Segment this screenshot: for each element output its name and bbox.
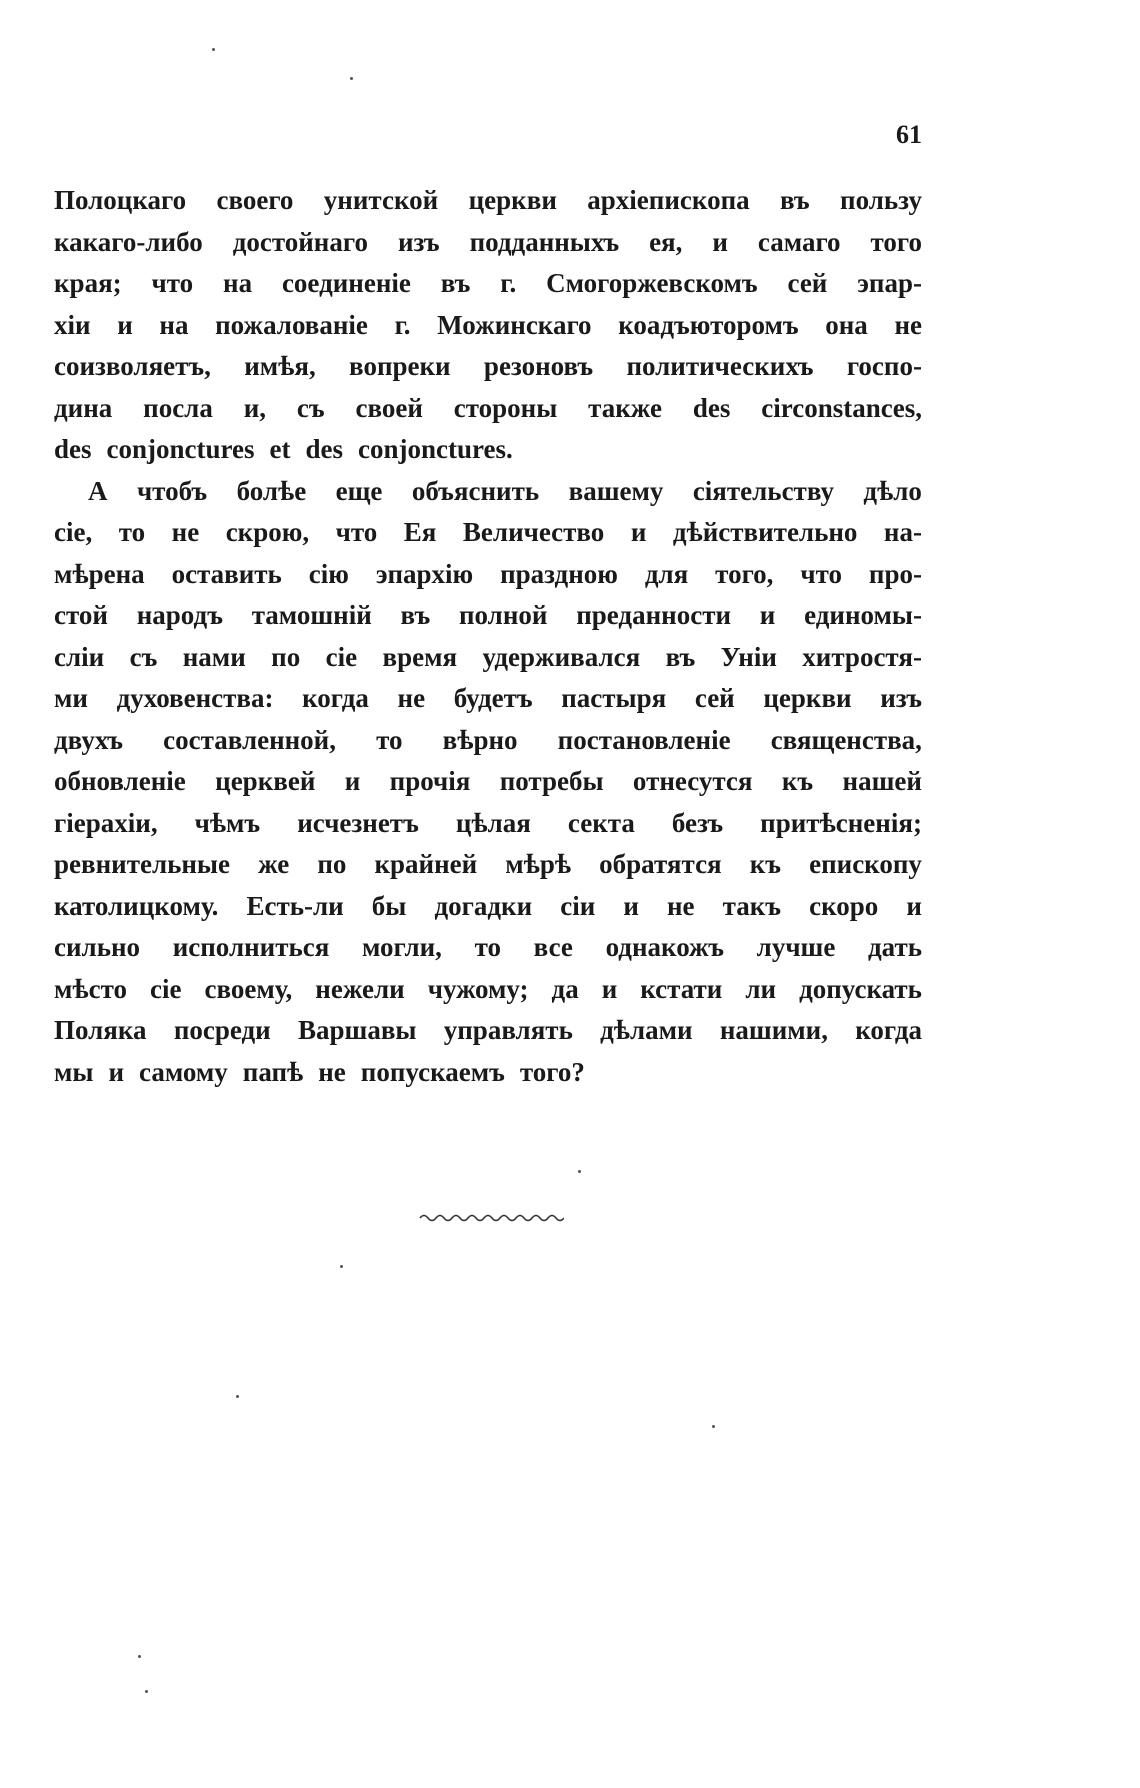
word: пастыря xyxy=(561,683,667,713)
word: самаго xyxy=(757,226,841,257)
text-line xyxy=(54,595,922,637)
word: она xyxy=(825,309,868,340)
word: коадъюторомъ xyxy=(618,309,799,340)
word: церквей xyxy=(215,766,316,796)
word: хитростя- xyxy=(802,641,922,672)
print-speck xyxy=(236,1395,239,1398)
word: на xyxy=(223,268,253,298)
word: праздною xyxy=(500,558,618,589)
print-speck xyxy=(578,1170,581,1173)
word: подданныхъ xyxy=(469,226,620,257)
word: края; xyxy=(54,268,122,298)
print-speck xyxy=(212,48,215,51)
word: когда xyxy=(855,1015,922,1045)
word: преданности xyxy=(576,600,732,630)
word: двухъ xyxy=(54,724,124,755)
word: Поляка xyxy=(54,1015,147,1045)
word: бы xyxy=(371,890,407,921)
word: сіе, xyxy=(54,517,93,547)
word: могли, xyxy=(362,932,442,962)
word: своему, xyxy=(204,973,293,1004)
word: католицкому. xyxy=(54,890,219,921)
word: лучше xyxy=(756,932,836,962)
word: составленной, xyxy=(163,724,336,755)
word: посла xyxy=(143,392,213,423)
word: такъ xyxy=(722,890,782,921)
word: сліи xyxy=(54,641,105,672)
word: потребы xyxy=(499,766,604,796)
word: священства, xyxy=(770,724,922,755)
text-line xyxy=(54,886,922,928)
word: да xyxy=(551,973,579,1004)
wavy-rule-ornament xyxy=(418,1210,564,1226)
word: про- xyxy=(868,558,922,589)
word: госпо- xyxy=(846,351,922,381)
word: сей xyxy=(694,683,735,713)
word: достойнаго xyxy=(232,226,368,257)
text-line xyxy=(54,637,922,679)
word: еще xyxy=(335,475,383,506)
word: ли xyxy=(745,973,777,1004)
print-speck xyxy=(350,77,353,80)
text-line xyxy=(54,803,922,845)
word: единомы- xyxy=(804,600,922,630)
text-line xyxy=(54,263,922,305)
word: Смогоржевскомъ xyxy=(546,268,758,298)
word: Можинскаго xyxy=(437,309,592,340)
text-line xyxy=(54,927,922,969)
text-line xyxy=(54,678,922,720)
word: объяснить xyxy=(411,475,540,506)
print-speck xyxy=(712,1425,715,1428)
word: то xyxy=(376,724,403,755)
word: сіятельству xyxy=(692,475,834,506)
word: ея, xyxy=(649,226,683,257)
word: притѣсненія; xyxy=(760,807,922,838)
word: не xyxy=(171,517,200,547)
word: ми xyxy=(54,683,88,713)
word: архіепископа xyxy=(587,185,750,215)
word: Величество xyxy=(462,517,605,547)
word: секта xyxy=(567,807,635,838)
text-line xyxy=(54,554,922,596)
word: стой xyxy=(54,600,108,630)
word: же xyxy=(258,849,290,879)
body-text xyxy=(54,180,922,1093)
word: et xyxy=(269,434,291,464)
text-line xyxy=(54,844,922,886)
word: стороны xyxy=(453,392,558,423)
word: полной xyxy=(458,600,548,630)
word: мѣсто xyxy=(54,973,127,1004)
word: А xyxy=(88,475,108,506)
print-speck xyxy=(145,1690,148,1693)
word: постановленіе xyxy=(557,724,731,755)
word: на xyxy=(159,309,189,340)
word: своего xyxy=(216,185,294,215)
word: г. xyxy=(394,309,411,340)
word: вѣрно xyxy=(442,724,518,755)
text-line xyxy=(54,429,922,471)
word: эпар- xyxy=(857,268,922,298)
print-speck xyxy=(138,1655,141,1658)
word: въ xyxy=(665,641,696,672)
word: крайней xyxy=(374,849,478,879)
word: и xyxy=(623,890,639,921)
word: папѣ xyxy=(242,1056,304,1087)
word: что xyxy=(335,517,378,547)
word: съ xyxy=(129,641,158,672)
word: то xyxy=(474,932,501,962)
word: пользу xyxy=(840,185,922,215)
word: оставить xyxy=(171,558,282,589)
word: что xyxy=(800,558,842,589)
word: попускаемъ xyxy=(360,1056,505,1087)
word: дѣйствительно xyxy=(672,517,858,547)
word: исчезнетъ xyxy=(297,807,419,838)
word: сей xyxy=(787,268,828,298)
text-line xyxy=(54,761,922,803)
word: въ xyxy=(400,600,431,630)
word: народъ xyxy=(136,600,223,630)
word: къ xyxy=(749,849,782,879)
word: и xyxy=(117,309,133,340)
word: по xyxy=(317,849,347,879)
word: политическихъ xyxy=(626,351,814,381)
word: цѣлая xyxy=(455,807,531,838)
word: посреди xyxy=(173,1015,271,1045)
word: и, xyxy=(243,392,267,423)
word: чтобъ xyxy=(136,475,208,506)
print-speck xyxy=(340,1265,343,1268)
word: когда xyxy=(302,683,369,713)
word: Ея xyxy=(403,517,437,547)
word: какаго-либо xyxy=(54,226,203,257)
word: des xyxy=(54,434,92,464)
word: управлять xyxy=(443,1015,573,1045)
text-line xyxy=(54,1010,922,1052)
text-line xyxy=(54,180,922,222)
word: къ xyxy=(781,766,814,796)
word: съ xyxy=(296,392,325,423)
word: дѣлами xyxy=(600,1015,693,1045)
word: отнесутся xyxy=(632,766,753,796)
word: что xyxy=(151,268,194,298)
text-line xyxy=(54,969,922,1011)
word: хіи xyxy=(54,309,91,340)
word: на- xyxy=(883,517,922,547)
word: гіерахіи, xyxy=(54,807,158,838)
word: Полоцкаго xyxy=(54,185,187,215)
word: и xyxy=(601,973,618,1004)
word: мѣрена xyxy=(54,558,145,589)
word: и xyxy=(906,890,922,921)
word: по xyxy=(271,641,301,672)
word: догадки xyxy=(434,890,533,921)
word: въ xyxy=(780,185,810,215)
word: болѣе xyxy=(236,475,307,506)
word: въ xyxy=(440,268,471,298)
word: дать xyxy=(868,932,922,962)
word: того, xyxy=(715,558,774,589)
word: не xyxy=(894,309,922,340)
word: дѣло xyxy=(863,475,922,506)
word: имѣя, xyxy=(244,351,316,381)
word: чѣмъ xyxy=(194,807,261,838)
word: того xyxy=(870,226,922,257)
text-line xyxy=(54,720,922,762)
word: и xyxy=(108,1056,125,1087)
word: эпархію xyxy=(375,558,474,589)
text-line xyxy=(54,512,922,554)
word: чужому; xyxy=(427,973,529,1004)
word: резоновъ xyxy=(483,351,594,381)
word: тамошній xyxy=(251,600,372,630)
word: удерживался xyxy=(482,641,641,672)
word: сіе xyxy=(325,641,358,672)
word: церкви xyxy=(468,185,557,215)
word: conjonctures. xyxy=(358,434,513,464)
word: изъ xyxy=(880,683,922,713)
page-number: 61 xyxy=(896,120,922,149)
word: прочія xyxy=(389,766,471,796)
text-line xyxy=(54,388,922,430)
word: нашими, xyxy=(719,1015,828,1045)
text-line xyxy=(54,1052,922,1094)
word: des xyxy=(692,392,731,423)
word: сіи xyxy=(560,890,596,921)
word: своей xyxy=(355,392,423,423)
word: circonstances, xyxy=(761,392,922,423)
word: des xyxy=(305,434,344,464)
word: Варшавы xyxy=(298,1015,417,1045)
word: безъ xyxy=(671,807,724,838)
word: Уніи xyxy=(720,641,777,672)
word: г. xyxy=(500,268,517,298)
word: не xyxy=(397,683,426,713)
text-line xyxy=(54,471,922,513)
word: сильно xyxy=(54,932,141,962)
word: и xyxy=(759,600,776,630)
word: нами xyxy=(182,641,246,672)
word: и xyxy=(712,226,728,257)
word: и xyxy=(344,766,361,796)
text-line xyxy=(54,346,922,388)
word: дина xyxy=(54,392,113,423)
word: мѣрѣ xyxy=(505,849,572,879)
word: обновленіе xyxy=(54,766,186,796)
word: церкви xyxy=(763,683,852,713)
word: пожалованіе xyxy=(215,309,368,340)
word: ревнительные xyxy=(54,849,230,879)
word: изъ xyxy=(397,226,440,257)
word: то xyxy=(118,517,146,547)
word: соизволяетъ, xyxy=(54,351,211,381)
word: епископу xyxy=(809,849,922,879)
word: не xyxy=(667,890,695,921)
word: время xyxy=(382,641,458,672)
word: кстати xyxy=(640,973,723,1004)
text-line xyxy=(54,222,922,264)
word: скрою, xyxy=(225,517,310,547)
word: исполниться xyxy=(172,932,330,962)
word: духовенства: xyxy=(116,683,274,713)
word: того? xyxy=(519,1056,585,1087)
text-line xyxy=(54,305,922,347)
word: вашему xyxy=(568,475,664,506)
word: все xyxy=(533,932,573,962)
word: соединеніе xyxy=(281,268,411,298)
word: унитской xyxy=(323,185,439,215)
word: вопреки xyxy=(349,351,451,381)
word: нежели xyxy=(315,973,405,1004)
word: сію xyxy=(308,558,349,589)
word: сіе xyxy=(149,973,182,1004)
word: нашей xyxy=(842,766,922,796)
word: Есть-ли xyxy=(246,890,344,921)
word: мы xyxy=(54,1056,94,1087)
word: conjonctures xyxy=(106,434,255,464)
word: обратятся xyxy=(599,849,722,879)
word: однакожъ xyxy=(605,932,724,962)
word: не xyxy=(318,1056,346,1087)
word: и xyxy=(630,517,647,547)
word: для xyxy=(644,558,689,589)
word: также xyxy=(588,392,663,423)
word: самому xyxy=(139,1056,228,1087)
word: допускать xyxy=(799,973,922,1004)
word: скоро xyxy=(809,890,879,921)
word: будетъ xyxy=(453,683,533,713)
